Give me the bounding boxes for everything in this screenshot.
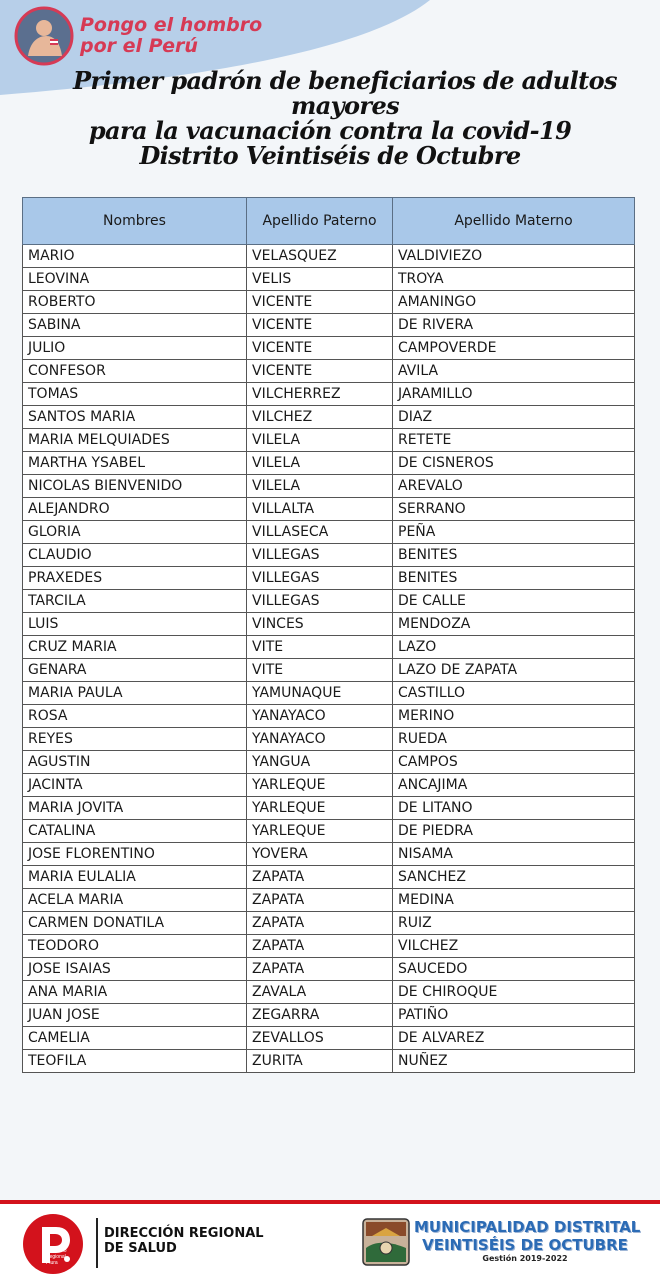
cell-apellido-paterno: VICENTE xyxy=(247,314,393,337)
table-row xyxy=(23,751,635,774)
cell-nombres: MARIA MELQUIADES xyxy=(23,429,247,452)
cell-apellido-materno: NISAMA xyxy=(393,843,635,866)
cell-apellido-materno: SAUCEDO xyxy=(393,958,635,981)
cell-nombres: ROSA xyxy=(23,705,247,728)
cell-nombres: JULIO xyxy=(23,337,247,360)
cell-nombres: CRUZ MARIA xyxy=(23,636,247,659)
table-row xyxy=(23,866,635,889)
municipalidad-shield-icon xyxy=(362,1218,410,1266)
table-row xyxy=(23,912,635,935)
cell-nombres: MARIA JOVITA xyxy=(23,797,247,820)
cell-nombres: CAMELIA xyxy=(23,1027,247,1050)
cell-nombres: NICOLAS BIENVENIDO xyxy=(23,475,247,498)
cell-apellido-materno: DE CISNEROS xyxy=(393,452,635,475)
cell-apellido-paterno: VICENTE xyxy=(247,291,393,314)
muni-line-2: VEINTISÉIS DE OCTUBRE xyxy=(422,1236,628,1254)
cell-apellido-materno: LAZO DE ZAPATA xyxy=(393,659,635,682)
cell-apellido-materno: ANCAJIMA xyxy=(393,774,635,797)
cell-apellido-paterno: VILLASECA xyxy=(247,521,393,544)
cell-apellido-paterno: ZEGARRA xyxy=(247,1004,393,1027)
cell-nombres: MARTHA YSABEL xyxy=(23,452,247,475)
cell-nombres: MARIA PAULA xyxy=(23,682,247,705)
table-row xyxy=(23,291,635,314)
gobierno-regional-text: Gobierno Regional Piura xyxy=(46,1248,67,1266)
footer-red-line xyxy=(0,1200,660,1204)
header-apellido-materno: Apellido Materno xyxy=(393,198,635,245)
cell-apellido-paterno: VILCHEZ xyxy=(247,406,393,429)
table-row xyxy=(23,498,635,521)
cell-nombres: MARIA EULALIA xyxy=(23,866,247,889)
cell-apellido-materno: DE LITANO xyxy=(393,797,635,820)
cell-nombres: JUAN JOSE xyxy=(23,1004,247,1027)
table-row xyxy=(23,659,635,682)
direccion-regional-salud: DIRECCIÓN REGIONAL DE SALUD xyxy=(104,1226,264,1256)
cell-apellido-materno: RUEDA xyxy=(393,728,635,751)
title-line-3: Distrito Veintiséis de Octubre xyxy=(139,141,521,170)
cell-nombres: CONFESOR xyxy=(23,360,247,383)
cell-nombres: CATALINA xyxy=(23,820,247,843)
page-title xyxy=(0,68,660,168)
cell-apellido-paterno: VILELA xyxy=(247,429,393,452)
cell-apellido-materno: SERRANO xyxy=(393,498,635,521)
cell-apellido-materno: AMANINGO xyxy=(393,291,635,314)
cell-apellido-materno: JARAMILLO xyxy=(393,383,635,406)
table-row xyxy=(23,268,635,291)
cell-apellido-paterno: VINCES xyxy=(247,613,393,636)
cell-nombres: GLORIA xyxy=(23,521,247,544)
table-row xyxy=(23,843,635,866)
table-row xyxy=(23,935,635,958)
cell-apellido-paterno: VILLEGAS xyxy=(247,567,393,590)
table-row xyxy=(23,567,635,590)
cell-apellido-materno: PEÑA xyxy=(393,521,635,544)
cell-nombres: SABINA xyxy=(23,314,247,337)
cell-apellido-paterno: VICENTE xyxy=(247,360,393,383)
cell-nombres: MARIO xyxy=(23,245,247,268)
cell-nombres: ANA MARIA xyxy=(23,981,247,1004)
cell-apellido-materno: RUIZ xyxy=(393,912,635,935)
cell-apellido-materno: DE PIEDRA xyxy=(393,820,635,843)
beneficiaries-table xyxy=(22,197,635,1073)
cell-apellido-materno: AREVALO xyxy=(393,475,635,498)
cell-apellido-paterno: YAMUNAQUE xyxy=(247,682,393,705)
cell-apellido-materno: CAMPOVERDE xyxy=(393,337,635,360)
cell-apellido-materno: RETETE xyxy=(393,429,635,452)
cell-nombres: ALEJANDRO xyxy=(23,498,247,521)
cell-nombres: TEOFILA xyxy=(23,1050,247,1073)
cell-nombres: TOMAS xyxy=(23,383,247,406)
cell-apellido-paterno: YARLEQUE xyxy=(247,820,393,843)
cell-apellido-materno: SANCHEZ xyxy=(393,866,635,889)
cell-apellido-paterno: VILELA xyxy=(247,475,393,498)
cell-nombres: TEODORO xyxy=(23,935,247,958)
cell-nombres: PRAXEDES xyxy=(23,567,247,590)
cell-apellido-materno: MENDOZA xyxy=(393,613,635,636)
cell-nombres: CLAUDIO xyxy=(23,544,247,567)
table-row xyxy=(23,981,635,1004)
campaign-line-2: por el Perú xyxy=(80,35,198,57)
cell-apellido-paterno: VITE xyxy=(247,659,393,682)
title-line-1: Primer padrón de beneficiarios de adultos mayores xyxy=(73,66,617,120)
cell-nombres: JOSE FLORENTINO xyxy=(23,843,247,866)
cell-apellido-materno: TROYA xyxy=(393,268,635,291)
cell-apellido-paterno: YANAYACO xyxy=(247,705,393,728)
title-line-2: para la vacunación contra la covid-19 xyxy=(88,116,572,145)
table-row xyxy=(23,728,635,751)
table-row xyxy=(23,682,635,705)
campaign-line-1: Pongo el hombro xyxy=(80,14,263,36)
cell-apellido-materno: BENITES xyxy=(393,567,635,590)
cell-apellido-paterno: ZAPATA xyxy=(247,889,393,912)
table-row xyxy=(23,521,635,544)
cell-apellido-materno: BENITES xyxy=(393,544,635,567)
shoulder-badge-icon xyxy=(14,6,74,66)
cell-apellido-paterno: ZAPATA xyxy=(247,866,393,889)
municipalidad-text xyxy=(414,1218,641,1264)
cell-apellido-paterno: VILELA xyxy=(247,452,393,475)
cell-nombres: TARCILA xyxy=(23,590,247,613)
cell-nombres: ACELA MARIA xyxy=(23,889,247,912)
cell-nombres: CARMEN DONATILA xyxy=(23,912,247,935)
cell-apellido-paterno: VILLEGAS xyxy=(247,590,393,613)
table-row xyxy=(23,1050,635,1073)
cell-apellido-paterno: YOVERA xyxy=(247,843,393,866)
table-row xyxy=(23,452,635,475)
cell-apellido-paterno: VILCHERREZ xyxy=(247,383,393,406)
table-row xyxy=(23,797,635,820)
cell-apellido-materno: VALDIVIEZO xyxy=(393,245,635,268)
cell-apellido-materno: LAZO xyxy=(393,636,635,659)
header-nombres: Nombres xyxy=(23,198,247,245)
cell-apellido-paterno: VICENTE xyxy=(247,337,393,360)
table-row xyxy=(23,475,635,498)
table-header-row xyxy=(23,198,635,245)
table-row xyxy=(23,613,635,636)
footer-separator xyxy=(96,1218,98,1268)
cell-apellido-materno: MERINO xyxy=(393,705,635,728)
cell-apellido-paterno: ZAVALA xyxy=(247,981,393,1004)
header-apellido-paterno: Apellido Paterno xyxy=(247,198,393,245)
table-row xyxy=(23,406,635,429)
table-row xyxy=(23,429,635,452)
table-row xyxy=(23,705,635,728)
cell-apellido-materno: DE ALVAREZ xyxy=(393,1027,635,1050)
cell-nombres: REYES xyxy=(23,728,247,751)
muni-gestion: Gestión 2019-2022 xyxy=(482,1254,568,1263)
table-row xyxy=(23,383,635,406)
cell-apellido-materno: CAMPOS xyxy=(393,751,635,774)
cell-apellido-paterno: YARLEQUE xyxy=(247,797,393,820)
cell-nombres: LEOVINA xyxy=(23,268,247,291)
cell-apellido-paterno: ZEVALLOS xyxy=(247,1027,393,1050)
table-row xyxy=(23,245,635,268)
cell-apellido-paterno: VELIS xyxy=(247,268,393,291)
cell-apellido-paterno: YANAYACO xyxy=(247,728,393,751)
table-row xyxy=(23,590,635,613)
cell-apellido-materno: AVILA xyxy=(393,360,635,383)
table-row xyxy=(23,636,635,659)
cell-apellido-paterno: ZAPATA xyxy=(247,935,393,958)
muni-line-1: MUNICIPALIDAD DISTRITAL xyxy=(414,1218,641,1236)
table-row xyxy=(23,1027,635,1050)
cell-nombres: SANTOS MARIA xyxy=(23,406,247,429)
cell-apellido-paterno: VITE xyxy=(247,636,393,659)
cell-apellido-paterno: ZAPATA xyxy=(247,958,393,981)
cell-apellido-materno: DIAZ xyxy=(393,406,635,429)
cell-apellido-materno: PATIÑO xyxy=(393,1004,635,1027)
cell-apellido-materno: DE RIVERA xyxy=(393,314,635,337)
cell-nombres: ROBERTO xyxy=(23,291,247,314)
cell-nombres: LUIS xyxy=(23,613,247,636)
cell-apellido-paterno: ZURITA xyxy=(247,1050,393,1073)
cell-nombres: AGUSTIN xyxy=(23,751,247,774)
cell-apellido-materno: NUÑEZ xyxy=(393,1050,635,1073)
table-row xyxy=(23,958,635,981)
cell-apellido-materno: DE CHIROQUE xyxy=(393,981,635,1004)
cell-apellido-paterno: ZAPATA xyxy=(247,912,393,935)
cell-apellido-materno: CASTILLO xyxy=(393,682,635,705)
cell-apellido-materno: VILCHEZ xyxy=(393,935,635,958)
cell-apellido-paterno: VILLALTA xyxy=(247,498,393,521)
cell-apellido-materno: MEDINA xyxy=(393,889,635,912)
table-row xyxy=(23,360,635,383)
table-row xyxy=(23,889,635,912)
cell-apellido-materno: DE CALLE xyxy=(393,590,635,613)
cell-nombres: GENARA xyxy=(23,659,247,682)
table-row xyxy=(23,1004,635,1027)
table-row xyxy=(23,314,635,337)
cell-apellido-paterno: YANGUA xyxy=(247,751,393,774)
table-row xyxy=(23,820,635,843)
cell-apellido-paterno: VELASQUEZ xyxy=(247,245,393,268)
campaign-header xyxy=(14,6,262,66)
cell-nombres: JOSE ISAIAS xyxy=(23,958,247,981)
table-row xyxy=(23,337,635,360)
cell-nombres: JACINTA xyxy=(23,774,247,797)
table-row xyxy=(23,544,635,567)
cell-apellido-paterno: VILLEGAS xyxy=(247,544,393,567)
table-row xyxy=(23,774,635,797)
cell-apellido-paterno: YARLEQUE xyxy=(247,774,393,797)
